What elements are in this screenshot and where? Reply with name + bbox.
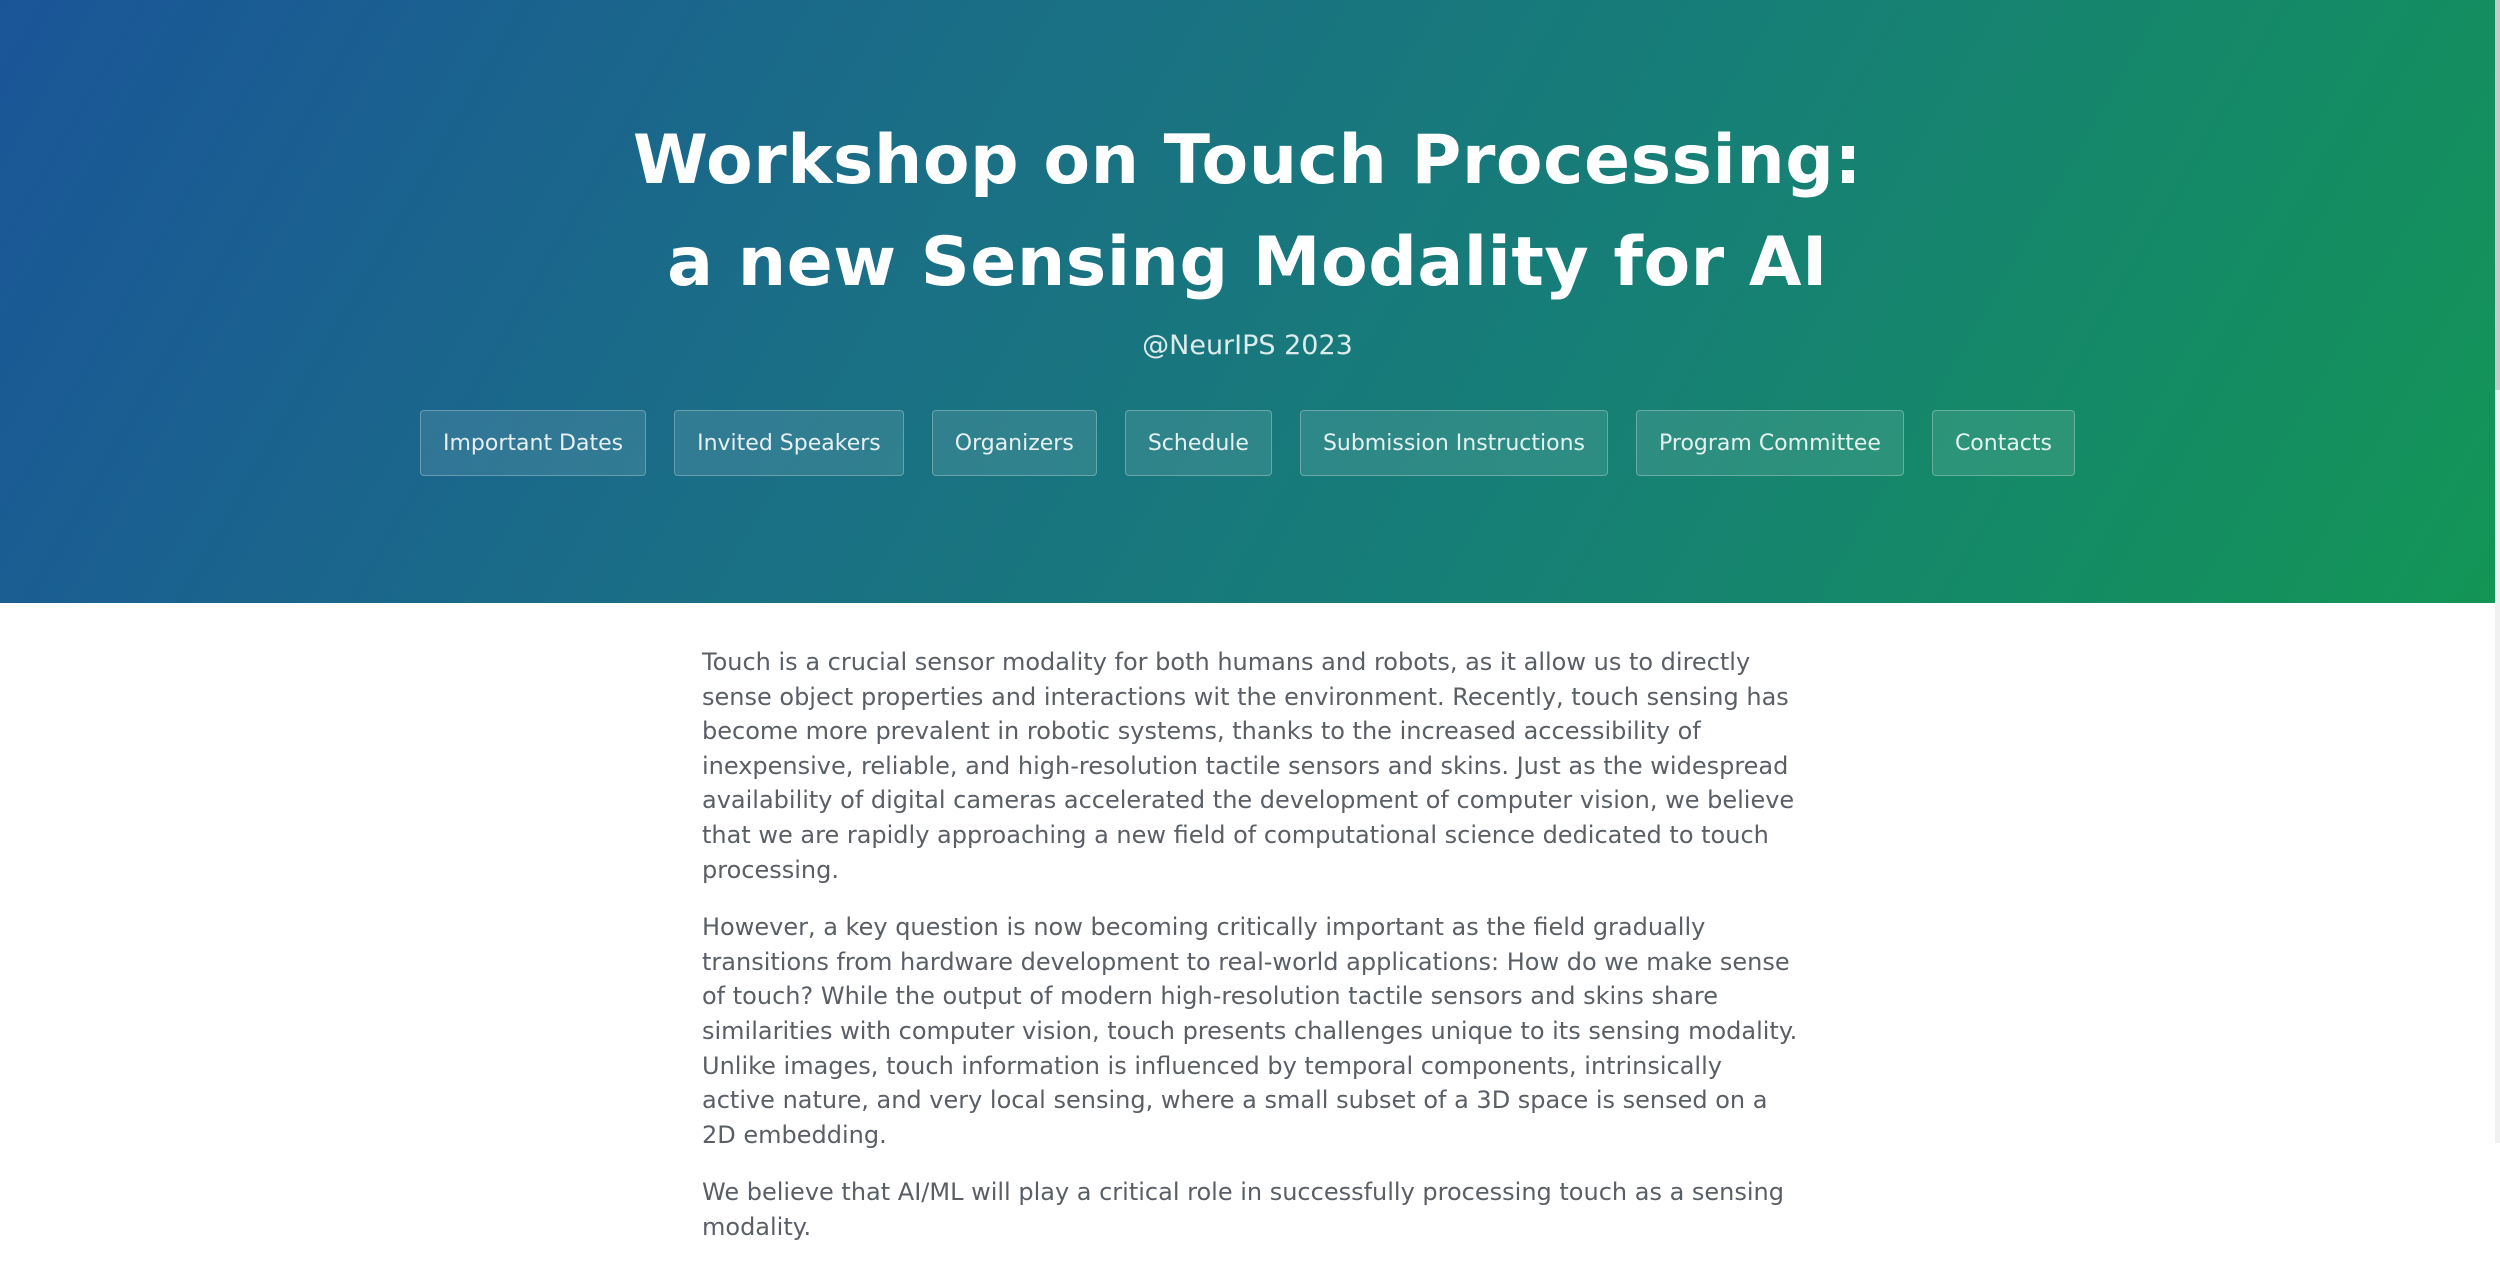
nav-organizers[interactable]: Organizers — [932, 410, 1097, 476]
intro-paragraph-3: We believe that AI/ML will play a critical role in successfully processing touch as a sensing modality. — [702, 1178, 1785, 1241]
page-scrollbar[interactable] — [2495, 0, 2500, 1143]
nav-submission-instructions[interactable]: Submission Instructions — [1300, 410, 1608, 476]
page-title — [0, 110, 2495, 314]
nav-schedule[interactable]: Schedule — [1125, 410, 1272, 476]
intro-section — [702, 645, 1802, 1268]
nav-important-dates[interactable]: Important Dates — [420, 410, 646, 476]
main-nav — [0, 410, 2495, 476]
nav-contacts[interactable]: Contacts — [1932, 410, 2075, 476]
nav-program-committee[interactable]: Program Committee — [1636, 410, 1904, 476]
nav-invited-speakers[interactable]: Invited Speakers — [674, 410, 904, 476]
page-title-line-2: a new Sensing Modality for AI — [667, 223, 1828, 302]
hero-banner — [0, 0, 2495, 603]
intro-paragraph-2: However, a key question is now becoming critically important as the field gradually transitions from hardware development to real-world applications: How do we make sense of touch? While the output of modern high-resolution tactile sensors and skins share similarities with computer vision, touch presents challenges unique to its sensing modality. Unlike images, touch information is influenced by temporal components, intrinsically active nature, and very local sensing, where a small subset of a 3D space is sensed on a 2D embedding. — [702, 913, 1798, 1149]
page-title-line-1: Workshop on Touch Processing: — [632, 121, 1863, 200]
conference-subtitle: @NeurIPS 2023 — [1142, 330, 1353, 361]
scrollbar-thumb[interactable] — [2495, 0, 2500, 390]
intro-paragraph-1: Touch is a crucial sensor modality for both humans and robots, as it allow us to directly sense object properties and interactions wit the environment. Recently, touch sensing has become more prevalent in robotic systems, thanks to the increased accessibility of inexpensive, reliable, and high-resolution tactile sensors and skins. Just as the widespread availability of digital cameras accelerated the development of computer vision, we believe that we are rapidly approaching a new field of computational science dedicated to touch processing. — [702, 648, 1795, 884]
